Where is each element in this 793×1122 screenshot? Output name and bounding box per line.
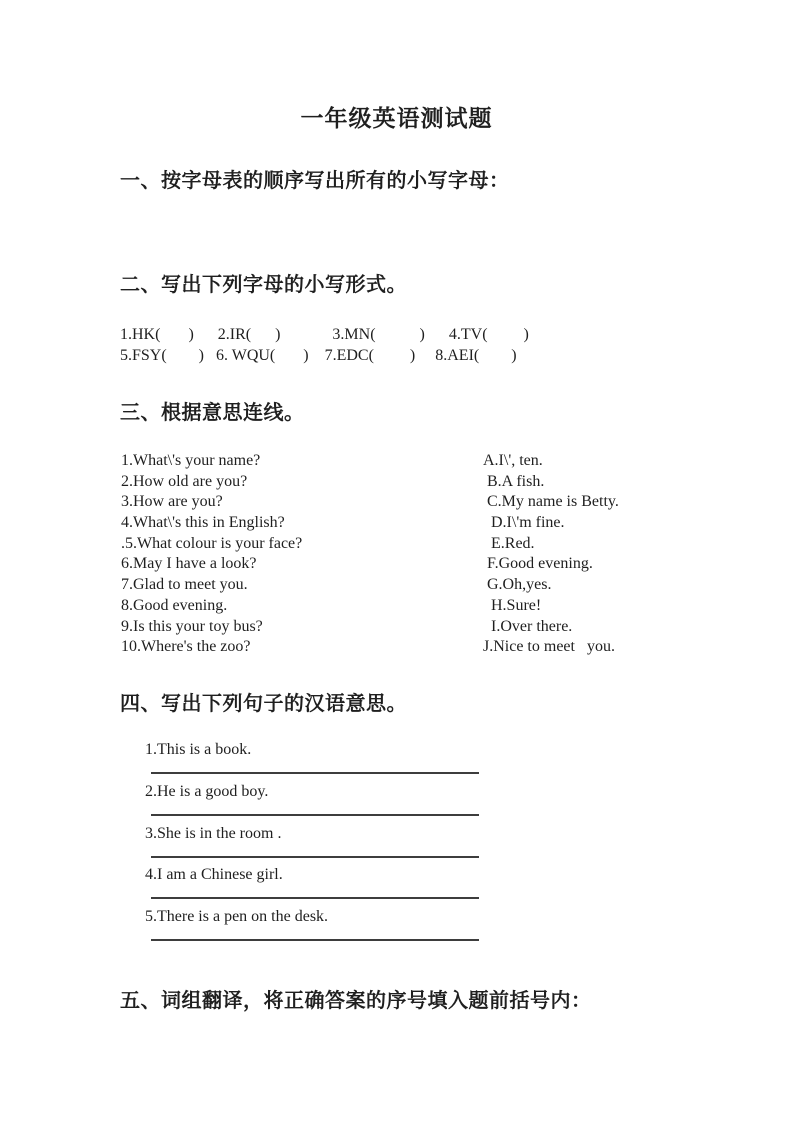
section-4-heading: 四、写出下列句子的汉语意思。 (120, 693, 407, 715)
match-question: 3.How are you? (121, 493, 223, 511)
match-question: 6.May I have a look? (121, 555, 257, 573)
sentence: 1.This is a book. (145, 741, 252, 758)
section-2-heading: 二、写出下列字母的小写形式。 (120, 274, 407, 296)
match-question: 1.What\'s your name? (121, 452, 261, 469)
section-5-heading: 五、词组翻译，将正确答案的序号填入题前括号内： (120, 990, 592, 1012)
answer-line (151, 814, 479, 816)
answer-line (151, 772, 479, 774)
match-question: 4.What\'s this in English? (121, 514, 285, 532)
match-question: 2.How old are you? (121, 472, 248, 490)
match-answer: B.A fish. (483, 472, 545, 490)
match-row (121, 513, 721, 534)
match-answer: I.Over there. (483, 617, 573, 635)
translation-item (145, 908, 545, 950)
matching-list (121, 451, 721, 658)
match-question: 9.Is this your toy bus? (121, 617, 263, 635)
translation-item (145, 783, 545, 825)
match-row (121, 596, 721, 617)
match-answer: E.Red. (483, 534, 535, 552)
match-row (121, 472, 721, 493)
section-3-heading: 三、根据意思连线。 (120, 402, 305, 424)
match-row (121, 554, 721, 575)
match-answer: C.My name is Betty. (483, 493, 619, 511)
match-question: 10.Where's the zoo? (121, 638, 251, 656)
sentence: 5.There is a pen on the desk. (145, 908, 329, 926)
page-title: 一年级英语测试题 (300, 105, 493, 131)
match-question: 8.Good evening. (121, 596, 228, 614)
answer-line (151, 939, 479, 941)
translation-item (145, 741, 545, 783)
match-row (121, 637, 721, 658)
translation-item (145, 866, 545, 908)
match-question: 7.Glad to meet you. (121, 576, 248, 594)
match-row (121, 492, 721, 513)
section-1-heading: 一、按字母表的顺序写出所有的小写字母： (120, 170, 510, 192)
translation-list (145, 741, 545, 950)
match-answer: G.Oh,yes. (483, 576, 552, 594)
sentence: 2.He is a good boy. (145, 782, 269, 800)
match-answer: J.Nice to meet you. (483, 638, 615, 656)
match-answer: F.Good evening. (483, 555, 593, 573)
match-row (121, 451, 721, 472)
match-answer: H.Sure! (483, 596, 542, 614)
match-row (121, 575, 721, 596)
answer-line (151, 897, 479, 899)
sentence: 3.She is in the room . (145, 824, 282, 842)
match-answer: A.I\', ten. (483, 452, 543, 469)
answer-line (151, 856, 479, 858)
letters-row-1: 1.HK( ) 2.IR( ) 3.MN( ) 4.TV( ) (120, 326, 529, 343)
letters-row-2: 5.FSY( ) 6. WQU( ) 7.EDC( ) 8.AEI( ) (120, 347, 517, 364)
match-answer: D.I\'m fine. (483, 514, 565, 532)
sentence: 4.I am a Chinese girl. (145, 866, 283, 884)
match-row (121, 534, 721, 555)
translation-item (145, 825, 545, 867)
match-question: .5.What colour is your face? (121, 534, 303, 552)
match-row (121, 617, 721, 638)
